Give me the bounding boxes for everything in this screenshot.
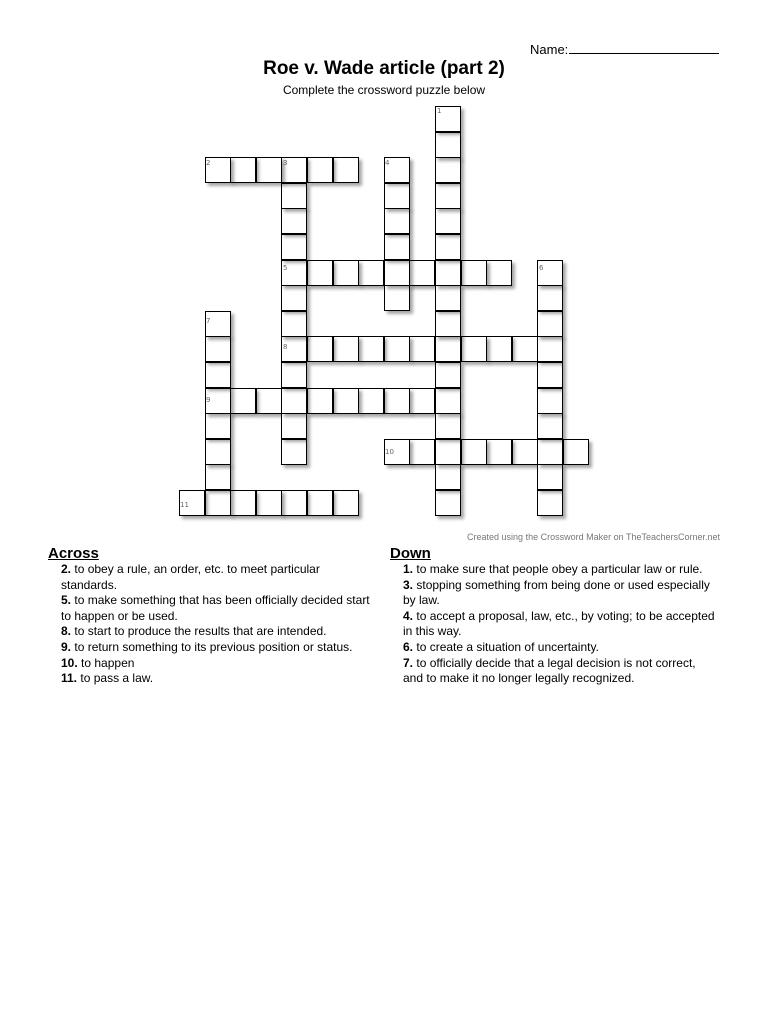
grid-cell[interactable]	[281, 285, 307, 311]
clue-across-11: 11. to pass a law.	[61, 671, 154, 686]
clue-number-7: 7	[206, 317, 211, 325]
grid-cell[interactable]	[281, 311, 307, 337]
grid-cell[interactable]	[384, 388, 410, 414]
grid-cell[interactable]	[461, 336, 487, 362]
grid-cell[interactable]	[281, 439, 307, 465]
clue-number-3: 3	[283, 159, 288, 167]
down-heading: Down	[390, 545, 431, 562]
grid-cell[interactable]	[307, 388, 333, 414]
grid-cell[interactable]	[537, 464, 563, 490]
clue-across-10: 10. to happen	[61, 655, 135, 670]
grid-cell[interactable]	[384, 208, 410, 234]
grid-cell[interactable]	[435, 490, 461, 516]
grid-cell[interactable]	[358, 336, 384, 362]
credit-text: Created using the Crossword Maker on TheTeachersCorner.net	[467, 532, 720, 542]
grid-cell[interactable]	[205, 413, 231, 439]
grid-cell[interactable]	[435, 260, 461, 286]
grid-cell[interactable]	[435, 132, 461, 158]
grid-cell[interactable]	[281, 362, 307, 388]
grid-cell[interactable]	[435, 362, 461, 388]
down-clues	[390, 545, 715, 687]
grid-cell[interactable]	[512, 336, 538, 362]
grid-cell[interactable]	[205, 336, 231, 362]
grid-cell[interactable]	[205, 490, 231, 516]
grid-cell[interactable]	[435, 439, 461, 465]
grid-cell[interactable]	[537, 362, 563, 388]
grid-cell[interactable]	[512, 439, 538, 465]
grid-cell[interactable]	[384, 260, 410, 286]
clue-across-9: 9. to return something to its previous position or status.	[61, 639, 353, 654]
grid-cell[interactable]	[435, 285, 461, 311]
grid-cell[interactable]	[435, 234, 461, 260]
grid-cell[interactable]	[256, 157, 282, 183]
page-subtitle: Complete the crossword puzzle below	[282, 83, 486, 97]
clue-down-3: 3. stopping something from being done or used especially by law.	[403, 577, 710, 608]
grid-cell[interactable]	[205, 464, 231, 490]
clue-number-1: 1	[437, 107, 442, 115]
grid-cell[interactable]	[409, 336, 435, 362]
clue-down-7: 7. to officially decide that a legal decision is not correct, and to make it no longer legally recognized.	[403, 655, 696, 686]
grid-cell[interactable]	[230, 388, 256, 414]
grid-cell[interactable]	[435, 336, 461, 362]
clue-down-4: 4. to accept a proposal, law, etc., by voting; to be accepted in this way.	[403, 608, 715, 639]
grid-cell[interactable]	[409, 388, 435, 414]
grid-cell[interactable]	[486, 336, 512, 362]
grid-cell[interactable]	[384, 183, 410, 209]
clue-across-5: 5. to make something that has been officially decided start to happen or be used.	[61, 593, 370, 623]
grid-cell[interactable]	[537, 388, 563, 414]
grid-cell[interactable]	[281, 413, 307, 439]
grid-cell[interactable]	[435, 208, 461, 234]
grid-cell[interactable]	[384, 234, 410, 260]
grid-cell[interactable]	[435, 183, 461, 209]
grid-cell[interactable]	[537, 285, 563, 311]
grid-cell[interactable]	[230, 157, 256, 183]
grid-cell[interactable]	[537, 413, 563, 439]
grid-cell[interactable]	[563, 439, 589, 465]
clue-down-6: 6. to create a situation of uncertainty.	[403, 639, 599, 654]
grid-cell[interactable]	[281, 183, 307, 209]
grid-cell[interactable]	[409, 260, 435, 286]
grid-cell[interactable]	[435, 157, 461, 183]
page-title: Roe v. Wade article (part 2)	[263, 58, 505, 79]
across-heading: Across	[48, 545, 99, 562]
grid-cell[interactable]	[307, 490, 333, 516]
grid-cell[interactable]	[435, 311, 461, 337]
grid-cell[interactable]	[384, 336, 410, 362]
clue-number-6: 6	[539, 264, 544, 272]
grid-cell[interactable]	[281, 234, 307, 260]
grid-cell[interactable]	[281, 490, 307, 516]
clue-number-8: 8	[283, 343, 288, 351]
grid-cell[interactable]	[205, 439, 231, 465]
grid-cell[interactable]	[537, 336, 563, 362]
name-label: Name:	[530, 42, 569, 57]
grid-cell[interactable]	[205, 362, 231, 388]
grid-cell[interactable]	[333, 336, 359, 362]
across-clues	[48, 545, 373, 687]
grid-cell[interactable]	[281, 388, 307, 414]
grid-cell[interactable]	[486, 260, 512, 286]
grid-cell[interactable]	[409, 439, 435, 465]
grid-cell[interactable]	[384, 285, 410, 311]
grid-cell[interactable]	[358, 388, 384, 414]
grid-cell[interactable]	[537, 311, 563, 337]
grid-cell[interactable]	[307, 157, 333, 183]
grid-cell[interactable]	[435, 413, 461, 439]
grid-cell[interactable]	[435, 388, 461, 414]
grid-cell[interactable]	[461, 260, 487, 286]
clue-number-9: 9	[206, 396, 211, 404]
grid-cell[interactable]	[461, 439, 487, 465]
clue-number-4: 4	[385, 159, 390, 167]
grid-cell[interactable]	[333, 388, 359, 414]
clue-number-2: 2	[206, 159, 211, 167]
grid-cell[interactable]	[537, 490, 563, 516]
grid-cell[interactable]	[358, 260, 384, 286]
grid-cell[interactable]	[333, 260, 359, 286]
clue-number-10: 10	[385, 448, 394, 456]
grid-cell[interactable]	[281, 208, 307, 234]
clue-down-1: 1. to make sure that people obey a particular law or rule.	[403, 562, 703, 576]
grid-cell[interactable]	[435, 464, 461, 490]
grid-cell[interactable]	[537, 439, 563, 465]
grid-cell[interactable]	[333, 157, 359, 183]
clue-across-2: 2. to obey a rule, an order, etc. to meet particular standards.	[61, 562, 320, 592]
grid-cell[interactable]	[307, 260, 333, 286]
clue-number-5: 5	[283, 264, 288, 272]
grid-cell[interactable]	[333, 490, 359, 516]
grid-cell[interactable]	[486, 439, 512, 465]
grid-cell[interactable]	[307, 336, 333, 362]
grid-cell[interactable]	[230, 490, 256, 516]
grid-cell[interactable]	[256, 388, 282, 414]
clue-number-11: 11	[180, 501, 189, 509]
grid-cell[interactable]	[256, 490, 282, 516]
clue-across-8: 8. to start to produce the results that are intended.	[61, 624, 327, 639]
